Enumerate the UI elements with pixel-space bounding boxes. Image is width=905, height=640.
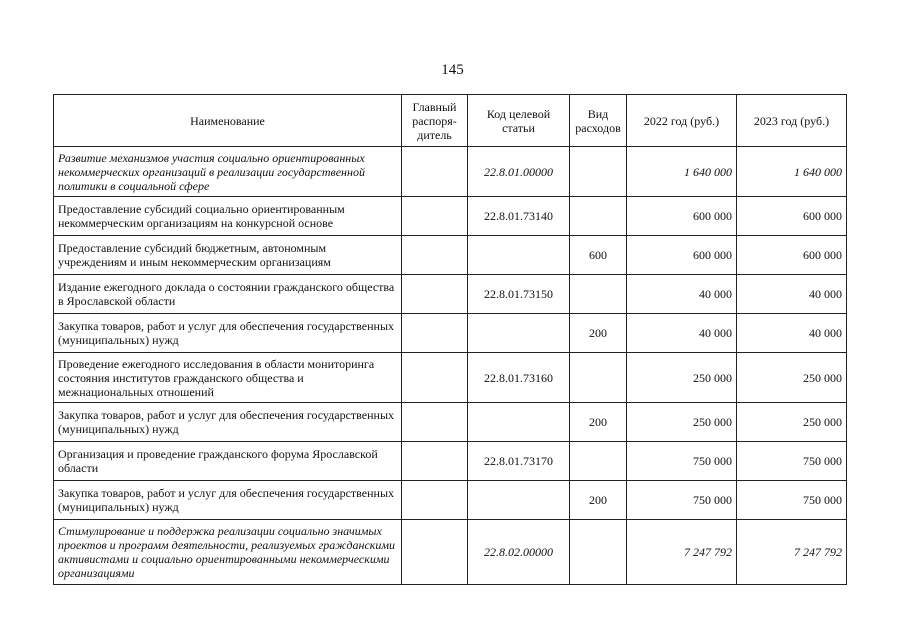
cell-name: Предоставление субсидий бюджетным, автономным учреждениям и иным некоммерческим организациям [54, 236, 402, 275]
cell-2022: 600 000 [627, 236, 737, 275]
cell-admin [402, 442, 468, 481]
cell-code: 22.8.01.73150 [468, 275, 570, 314]
cell-2022: 750 000 [627, 481, 737, 520]
cell-code: 22.8.01.73160 [468, 353, 570, 403]
table-row [54, 353, 847, 403]
cell-2023: 250 000 [737, 353, 847, 403]
cell-admin [402, 147, 468, 197]
cell-2023: 250 000 [737, 403, 847, 442]
cell-2023: 40 000 [737, 275, 847, 314]
cell-2022: 7 247 792 [627, 520, 737, 585]
cell-kind [570, 353, 627, 403]
cell-code [468, 314, 570, 353]
cell-kind [570, 520, 627, 585]
cell-code: 22.8.01.73140 [468, 197, 570, 236]
cell-2022: 250 000 [627, 353, 737, 403]
cell-name: Стимулирование и поддержка реализации социально значимых проектов и программ деятельности, реализуемых гражданскими активистами и социально ориентированными некоммерческими организациями [54, 520, 402, 585]
cell-2022: 40 000 [627, 314, 737, 353]
table-row [54, 520, 847, 585]
cell-kind [570, 442, 627, 481]
cell-2023: 40 000 [737, 314, 847, 353]
table-header-row [54, 95, 847, 147]
cell-admin [402, 275, 468, 314]
cell-2023: 750 000 [737, 442, 847, 481]
cell-kind [570, 147, 627, 197]
cell-name: Организация и проведение гражданского форума Ярославской области [54, 442, 402, 481]
table-row [54, 403, 847, 442]
header-name: Наименование [54, 95, 402, 147]
header-2022: 2022 год (руб.) [627, 95, 737, 147]
budget-table [53, 94, 847, 585]
cell-2023: 600 000 [737, 236, 847, 275]
cell-2023: 7 247 792 [737, 520, 847, 585]
cell-kind [570, 197, 627, 236]
cell-admin [402, 353, 468, 403]
cell-admin [402, 481, 468, 520]
cell-2022: 600 000 [627, 197, 737, 236]
cell-admin [402, 314, 468, 353]
table-row [54, 197, 847, 236]
cell-name: Предоставление субсидий социально ориентированным некоммерческим организациям на конкурсной основе [54, 197, 402, 236]
header-code: Код целевой статьи [468, 95, 570, 147]
cell-name: Закупка товаров, работ и услуг для обеспечения государственных (муниципальных) нужд [54, 314, 402, 353]
cell-code [468, 236, 570, 275]
table-row [54, 147, 847, 197]
cell-kind: 200 [570, 314, 627, 353]
header-2023: 2023 год (руб.) [737, 95, 847, 147]
table-row [54, 314, 847, 353]
table-row [54, 236, 847, 275]
cell-code: 22.8.02.00000 [468, 520, 570, 585]
cell-name: Издание ежегодного доклада о состоянии гражданского общества в Ярославской области [54, 275, 402, 314]
cell-2022: 750 000 [627, 442, 737, 481]
cell-name: Закупка товаров, работ и услуг для обеспечения государственных (муниципальных) нужд [54, 403, 402, 442]
cell-admin [402, 236, 468, 275]
table-body [54, 147, 847, 585]
cell-code [468, 403, 570, 442]
cell-2023: 750 000 [737, 481, 847, 520]
cell-name: Проведение ежегодного исследования в области мониторинга состояния институтов гражданского общества и межнациональных отношений [54, 353, 402, 403]
cell-name: Развитие механизмов участия социально ориентированных некоммерческих организаций в реализации государственной политики в социальной сфере [54, 147, 402, 197]
cell-2023: 1 640 000 [737, 147, 847, 197]
cell-2023: 600 000 [737, 197, 847, 236]
cell-admin [402, 197, 468, 236]
page-number: 145 [441, 62, 464, 78]
cell-admin [402, 520, 468, 585]
cell-code: 22.8.01.00000 [468, 147, 570, 197]
cell-admin [402, 403, 468, 442]
cell-kind: 600 [570, 236, 627, 275]
cell-kind: 200 [570, 481, 627, 520]
table-row [54, 481, 847, 520]
cell-kind: 200 [570, 403, 627, 442]
header-admin: Главный распоря-дитель [402, 95, 468, 147]
cell-2022: 1 640 000 [627, 147, 737, 197]
cell-name: Закупка товаров, работ и услуг для обеспечения государственных (муниципальных) нужд [54, 481, 402, 520]
table-row [54, 275, 847, 314]
cell-2022: 40 000 [627, 275, 737, 314]
table-row [54, 442, 847, 481]
cell-kind [570, 275, 627, 314]
cell-code [468, 481, 570, 520]
cell-2022: 250 000 [627, 403, 737, 442]
header-kind: Вид расходов [570, 95, 627, 147]
cell-code: 22.8.01.73170 [468, 442, 570, 481]
